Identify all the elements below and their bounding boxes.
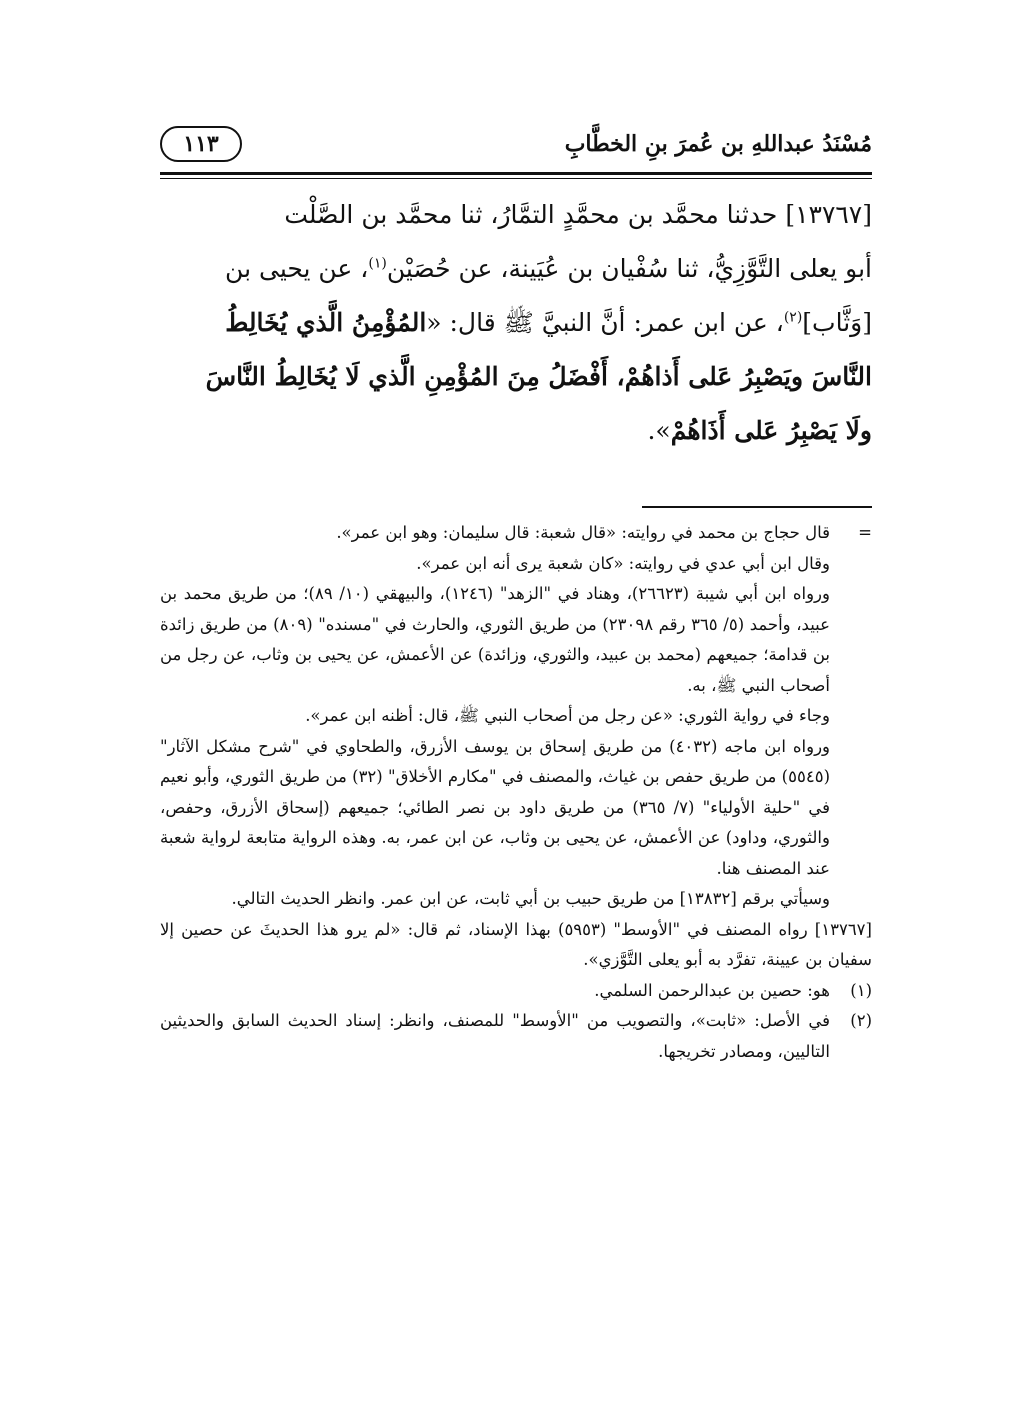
- header-rule-thin: [160, 178, 872, 179]
- page-header: [160, 118, 872, 170]
- note-paragraph: وسيأتي برقم [١٣٨٣٢] من طريق حبيب بن أبي ثابت، عن ابن عمر. وانظر الحديث التالي.: [231, 889, 830, 908]
- footnote-1-mark: (١): [850, 980, 872, 1000]
- footnote-2-mark: (٢): [850, 1011, 872, 1030]
- page-number-badge: [160, 126, 242, 162]
- note-paragraph: وجاء في رواية الثوري: «عن رجل من أصحاب النبي ﷺ، قال: أظنه ابن عمر».: [305, 706, 830, 725]
- footnote-1: [160, 976, 872, 1007]
- hadith-line: [وَثَّاب]$^{(٢)}$، عن ابن عمر: أنَّ النبيَّ ﷺ قال: «المُؤْمِنُ الَّذي يُخَالِطُ: [225, 308, 872, 337]
- hadith-text: [160, 188, 872, 458]
- note-paragraph: وقال ابن أبي عدي في روايته: «كان شعبة يرى أنه ابن عمر».: [416, 553, 830, 573]
- footnote-1-text: هو: حصين بن عبدالرحمن السلمي.: [594, 980, 830, 1000]
- prophetic-saying: المُؤْمِنُ الَّذي يُخَالِطُ: [225, 308, 427, 337]
- prophetic-saying: ولَا يَصْبِرُ عَلى أَذَاهُمْ: [670, 416, 872, 445]
- continuation-mark: =: [858, 523, 872, 542]
- footnote-ref-1[interactable]: (١): [368, 255, 387, 272]
- reference-note: [١٣٧٦٧] رواه المصنف في "الأوسط" (٥٩٥٣) بهذا الإسناد، ثم قال: «لم يرو هذا الحديثَ عن حصين إلا سفيان بن عيينة، تفرَّد به أبو يعلى التَّوَّزي».: [160, 919, 872, 969]
- footnote-2-text: في الأصل: «ثابت»، والتصويب من "الأوسط" للمصنف، وانظر: إسناد الحديث السابق والحديثين التاليين، ومصادر تخريجها.: [160, 1011, 830, 1061]
- note-paragraph: قال حجاج بن محمد في روايته: «قال شعبة: قال سليمان: وهو ابن عمر».: [336, 523, 830, 542]
- hadith-line: أبو يعلى التَّوَّزِيُّ، ثنا سُفْيان بن عُيَينة، عن حُصَيْن$^{(١)}$، عن يحيى بن: [225, 254, 872, 283]
- note-paragraph: ورواه ابن أبي شيبة (٢٦٦٢٣)، وهناد في "الزهد" (١٢٤٦)، والبيهقي (١٠/ ٨٩)؛ من طريق محمد بن عبيد، وأحمد (٥/ ٣٦٥ رقم ٢٣٠٩٨) من طريق الثوري، والحارث في "مسنده" (٨٠٩) من طريق زائدة بن قدامة؛ جميعهم (محمد بن عبيد، والثوري، وزائدة) عن الأعمش، عن يحيى بن وثاب، عن رجل من أصحاب النبي ﷺ، به.: [160, 584, 831, 695]
- running-title: مُسْنَدُ عبداللهِ بن عُمرَ بنِ الخطَّابِ: [564, 131, 872, 157]
- footnotes: [160, 518, 872, 1067]
- page-number: ١١٣: [183, 131, 219, 157]
- header-rule-thick: [160, 172, 872, 175]
- footnote-ref-2[interactable]: (٢): [783, 309, 803, 326]
- continued-note: [160, 518, 872, 915]
- hadith-line: [160, 350, 872, 404]
- footnote-2: [160, 1006, 872, 1067]
- note-paragraph: ورواه ابن ماجه (٤٠٣٢) من طريق إسحاق بن يوسف الأزرق، والطحاوي في "شرح مشكل الآثار" (٥٥٤٥) من طريق حفص بن غياث، والمصنف في "مكارم الأخلاق" (٣٢) من طريق الثوري، وأبو نعيم في "حلية الأولياء" (٧/ ٣٦٥) من طريق داود بن نصر الطائي؛ جميعهم (إسحاق الأزرق، وحفص، والثوري، وداود) عن الأعمش، عن يحيى بن وثاب، عن ابن عمر، به. وهذه الرواية متابعة لرواية شعبة عند المصنف هنا.: [160, 736, 831, 878]
- hadith-line: [١٣٧٦٧] حدثنا محمَّد بن محمَّدٍ التمَّارُ، ثنا محمَّد بن الصَّلْت: [284, 200, 872, 229]
- hadith-line: ولَا يَصْبِرُ عَلى أَذَاهُمْ».: [647, 416, 872, 445]
- prophetic-saying: النَّاسَ ويَصْبِرُ عَلى أَذاهُمْ، أَفْضَلُ مِنَ المُؤْمِنِ الَّذي لَا يُخَالِطُ النَّاسَ: [205, 362, 872, 391]
- footnote-separator: [642, 506, 872, 508]
